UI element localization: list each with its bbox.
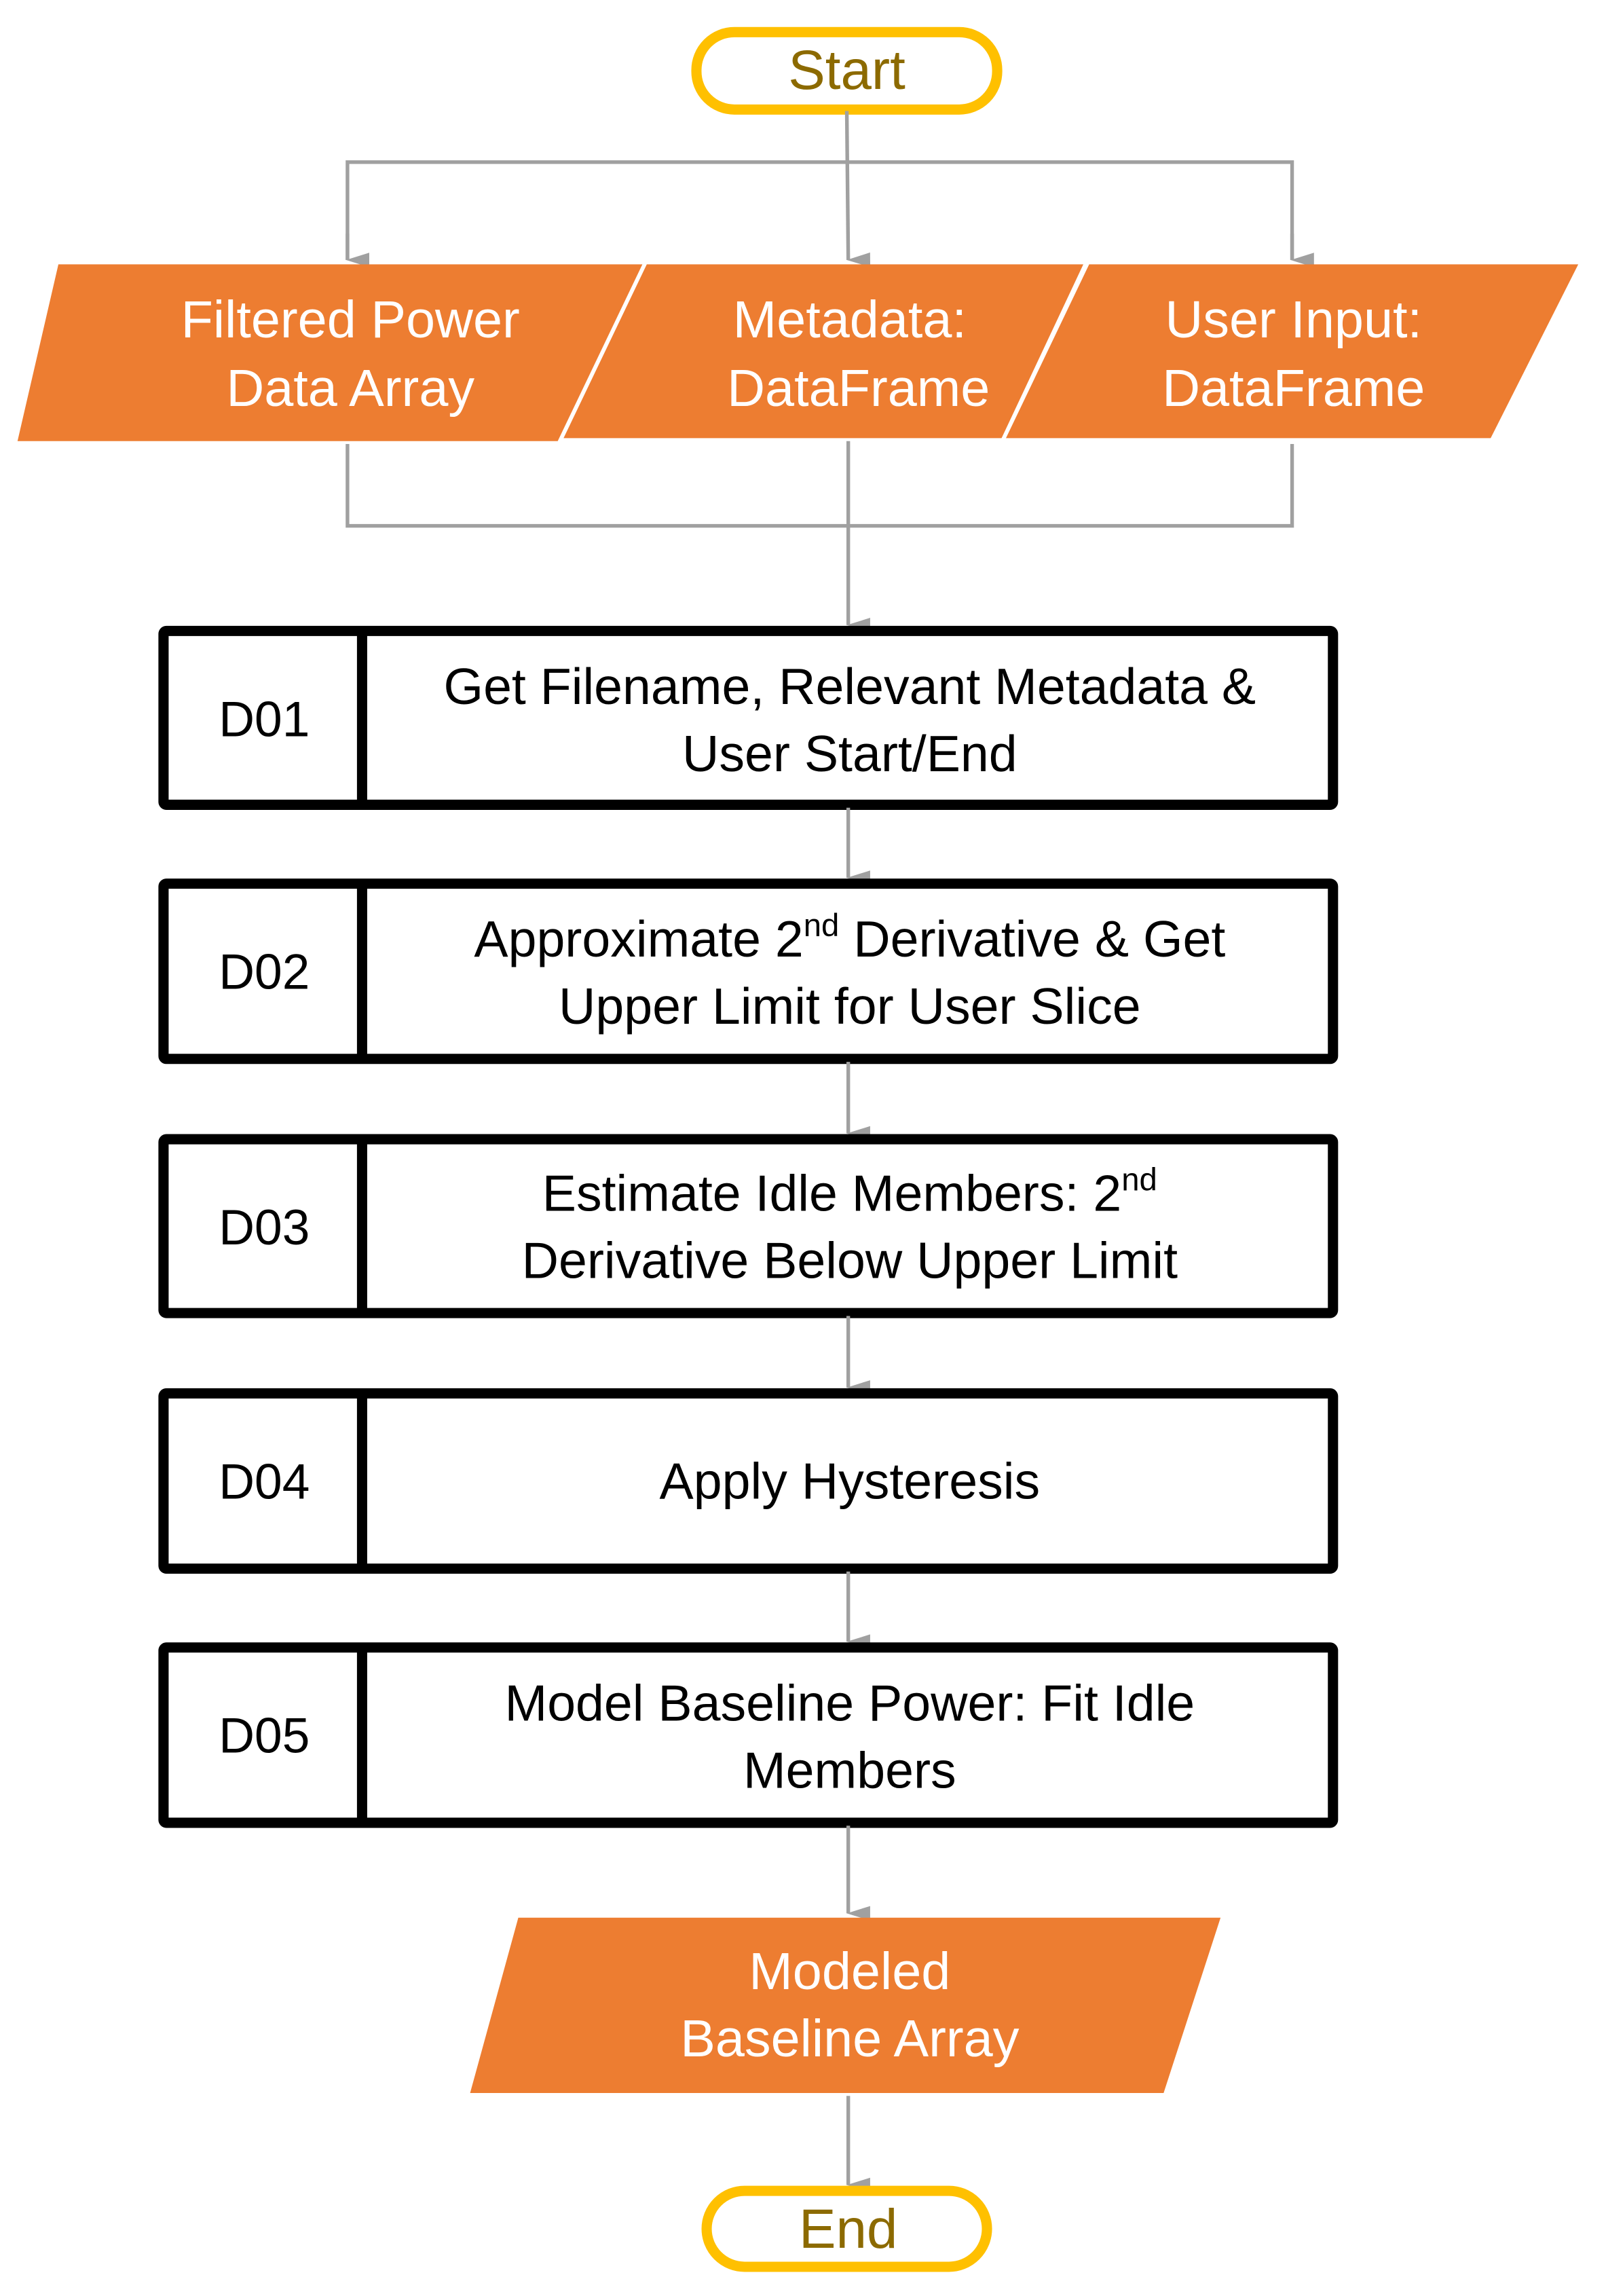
input-metadata-line2: DataFrame — [727, 359, 990, 418]
input-user-input — [1006, 264, 1578, 438]
input-user-input-line2: DataFrame — [1162, 359, 1425, 418]
input-metadata — [563, 264, 1083, 438]
output-modeled-baseline — [470, 1918, 1221, 2093]
step-d04-line1: Apply Hysteresis — [659, 1452, 1041, 1510]
input-metadata-line1: Metadata: — [732, 290, 967, 349]
step-d03 — [164, 1139, 1333, 1313]
start-terminal — [696, 32, 997, 109]
output-line2: Baseline Array — [680, 2010, 1020, 2069]
step-d05-line1: Model Baseline Power: Fit Idle — [504, 1674, 1195, 1732]
end-terminal — [707, 2191, 987, 2267]
input-filtered-power — [18, 264, 643, 441]
step-d01-id: D01 — [219, 692, 310, 747]
step-d03-line2: Derivative Below Upper Limit — [521, 1232, 1178, 1289]
input-user-input-line1: User Input: — [1165, 290, 1423, 349]
step-d02-id: D02 — [219, 944, 310, 1000]
step-d05 — [164, 1648, 1333, 1823]
start-connectors — [348, 111, 1292, 260]
step-d03-id: D03 — [219, 1200, 310, 1255]
end-label: End — [798, 2198, 898, 2261]
step-d01-line1: Get Filename, Relevant Metadata & — [443, 657, 1256, 715]
step-d05-line2: Members — [743, 1741, 956, 1799]
start-label: Start — [788, 39, 905, 102]
step-d01 — [164, 631, 1333, 804]
merge-connectors — [348, 441, 1292, 625]
step-d04-id: D04 — [219, 1454, 310, 1510]
step-d02-line2: Upper Limit for User Slice — [559, 978, 1141, 1035]
output-line1: Modeled — [749, 1942, 951, 2001]
step-d04 — [164, 1393, 1333, 1568]
step-d02 — [164, 884, 1333, 1059]
step-d05-id: D05 — [219, 1708, 310, 1764]
input-filtered-power-line2: Data Array — [226, 359, 475, 418]
step-d01-line2: User Start/End — [682, 724, 1017, 782]
step-d02-line1: Approximate 2nd Derivative & Get — [474, 908, 1226, 968]
input-filtered-power-line1: Filtered Power — [181, 290, 520, 349]
step-d03-line1: Estimate Idle Members: 2nd — [542, 1162, 1157, 1222]
